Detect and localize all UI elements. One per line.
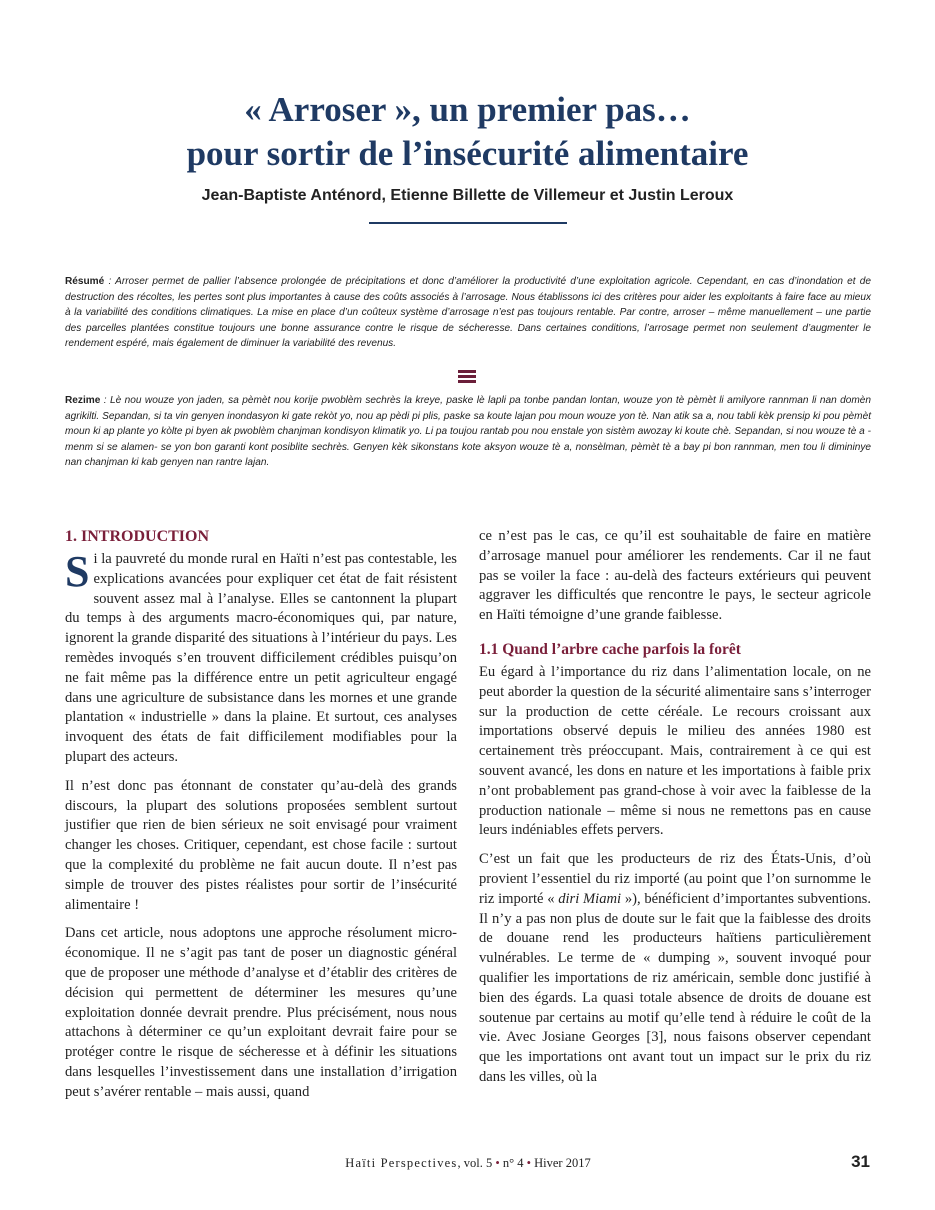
paragraph-4: ce n’est pas le cas, ce qu’il est souhaitable de faire en matière d’arrosage manuel pour améliorer les rendements. Car il ne faut pas se voiler la face : au-delà des facteurs extérieurs qui peuvent aggraver les difficultés que rencontre le pays, le secteur agricole en Haïti témoigne d’une grande faiblesse. [479,528,871,624]
footer-bullet-2: • [526,1156,531,1170]
paragraph-6 [479,850,871,1088]
page-number: 31 [851,1152,870,1171]
paragraph-6-text-b: »), bénéficient d’importantes subventions. Il n’y a pas non plus de doute sur le fait que la faiblesse des droits de douane rend les producteurs haïtiens particulièrement vulnérables. Le terme de « dumping », souvent invoqué pour qualifier les importations de riz américain, semble donc justifié à bien des égards. La quasi totale absence de droits de douane est soutenue par certains au motif qu’elle tend à réduire le coût de la vie. Avec Josiane Georges [3], nous faisons observer cependant que les importations ont avant tout un impact sur le prix du riz dans les villes, où la [479,890,871,1085]
section-heading-1-1: 1.1 Quand l’arbre cache parfois la forêt [479,640,741,658]
footer-season: Hiver 2017 [531,1156,591,1170]
footer-volume: , vol. 5 [457,1156,496,1170]
journal-name: Haïti Perspectives [345,1156,458,1170]
paragraph-5: Eu égard à l’importance du riz dans l’alimentation locale, on ne peut aborder la question de la sécurité alimentaire sans s’interroger sur la production de cette céréale. Le recours croissant aux importations observé depuis le milieu des années 1980 est certainement très préoccupant. Mais, contrairement à ce qui est souvent avancé, les dons en nature et les importations à faible prix n’ont probablement pas grand-chose à voir avec la faiblesse de la production nationale – même si nous ne remettons pas en cause leurs indéniables effets pervers. [479,663,871,839]
abstract-creole [65,393,871,471]
article-title [40,88,895,176]
title-line-2: pour sortir de l’insécurité alimentaire [186,134,749,173]
left-column [65,527,457,1112]
drop-cap: S [65,547,90,596]
title-line-1: « Arroser », un premier pas… [244,90,691,129]
paragraph-6-text-a: C’est un fait que les producteurs de riz des États-Unis, d’où provient l’essentiel du riz importé (au point que l’on surnomme le riz importé « [479,851,871,907]
abstract-french-text: : Arroser permet de pallier l’absence prolongée de précipitations et donc d’améliorer la productivité d’une exploitation agricole. Cependant, en cas d’inondation et de destruction des récoltes, les pertes sont plus importantes à cause des coûts associés à l’arrosage. Nous établissons ici des critères pour aider les exploitants à faire face au mieux à la variabilité des conditions climatiques. La mise en place d’un coûteux système d’arrosage n’est pas toujours rentable. Par contre, arroser – même manuellement – une partie des parcelles plantées constitue toujours une bonne assurance contre le risque de sécheresse. Dans certaines conditions, l’arrosage permet non seulement d’augmenter le rendement espéré, mais également de diminuer la variabilité des revenus. [65,276,871,350]
title-divider [369,222,567,224]
paragraph-1 [65,547,457,768]
authors: Jean-Baptiste Anténord, Etienne Billette de Villemeur et Justin Leroux [201,187,734,204]
abstract-creole-label: Rezime [65,395,101,406]
paragraph-6-italic: diri Miami [558,890,622,907]
right-column [479,527,871,1097]
footer-bullet-1: • [495,1156,500,1170]
section-heading-introduction: 1. INTRODUCTION [65,528,210,545]
footer-number: n° 4 [499,1156,527,1170]
abstract-french-label: Résumé [65,276,105,287]
paragraph-3: Dans cet article, nous adoptons une approche résolument micro-économique. Il ne s’agit pas tant de poser un diagnostic général que de proposer une méthode d’analyse et d’établir des critères de décision qui permettent de déterminer les mesures qu’une exploitation donnée devrait prendre. Plus précisément, nous nous attachons à déterminer ce qu’un exploitant devrait faire pour se protéger contre le risque de sécheresse et à définir les situations dans lesquelles l’investissement dans une installation d’irrigation peut s’avérer rentable – mais aussi, quand [65,925,457,1100]
paragraph-1-text: i la pauvreté du monde rural en Haïti n’est pas contestable, les explications avancées pour expliquer cet état de fait résistent souvent assez mal à l’analyse. Elles se cantonnent la plupart du temps à des arguments macro-économiques qui, par nature, ignorent la grande disparité des situations à l’intérieur du pays. Les remèdes invoqués s’en trouvent difficilement crédibles puisqu’on ne fait même pas la différence entre un petit agriculteur engagé dans une agriculture de subsistance dans les mornes et une grande plantation « industrielle » dans la plaine. Et surtout, ces analyses invoquent des états de fait difficilement modifiables pour la plupart des acteurs. [65,551,457,765]
abstract-separator-icon [458,370,476,384]
paragraph-2: Il n’est donc pas étonnant de constater qu’au-delà des grands discours, la plupart des solutions proposées semblent surtout justifier que rien de bien sérieux ne soit envisagé pour vraiment changer les choses. Critiquer, cependant, est chose facile : surtout que la complexité du problème ne fait aucun doute. Il n’est pas simple de trouver des pistes réalistes pour sortir de l’insécurité alimentaire ! [65,777,457,913]
abstract-creole-text: : Lè nou wouze yon jaden, sa pèmèt nou korije pwoblèm sechrès la kreye, paske lè lapli pa tonbe pandan lontan, wouze yon tè pèmèt li amilyore rannman li nan domèn agrikilti. Sepandan, si ta vin genyen inondasyon ki gate rekòt yo, nou ap pèdi pi plis, paske sa koute lajan pou moun wouze yon tè. Nan atik sa a, nou tabli kèk prensip ki pou pèmèt moun ki ap plante yo kòlte pi byen ak pwoblèm chanjman kondisyon klimatik yo. Li pa toujou rantab pou nou enstale yon sistèm awozay ki koute chè. Sepandan, si nou wouze tè a - menm si se alamen- se yon bon garanti kont posiblite sechrès. Genyen kèk sikonstans kote aksyon wouze tè a, nonsèlman, pèmèt tè a bay pi bon rannman, men tou li dimininye nan chanjman ki kab genyen nan rantre lajan. [65,395,871,469]
page-footer [65,1156,871,1171]
abstract-french [65,274,871,352]
